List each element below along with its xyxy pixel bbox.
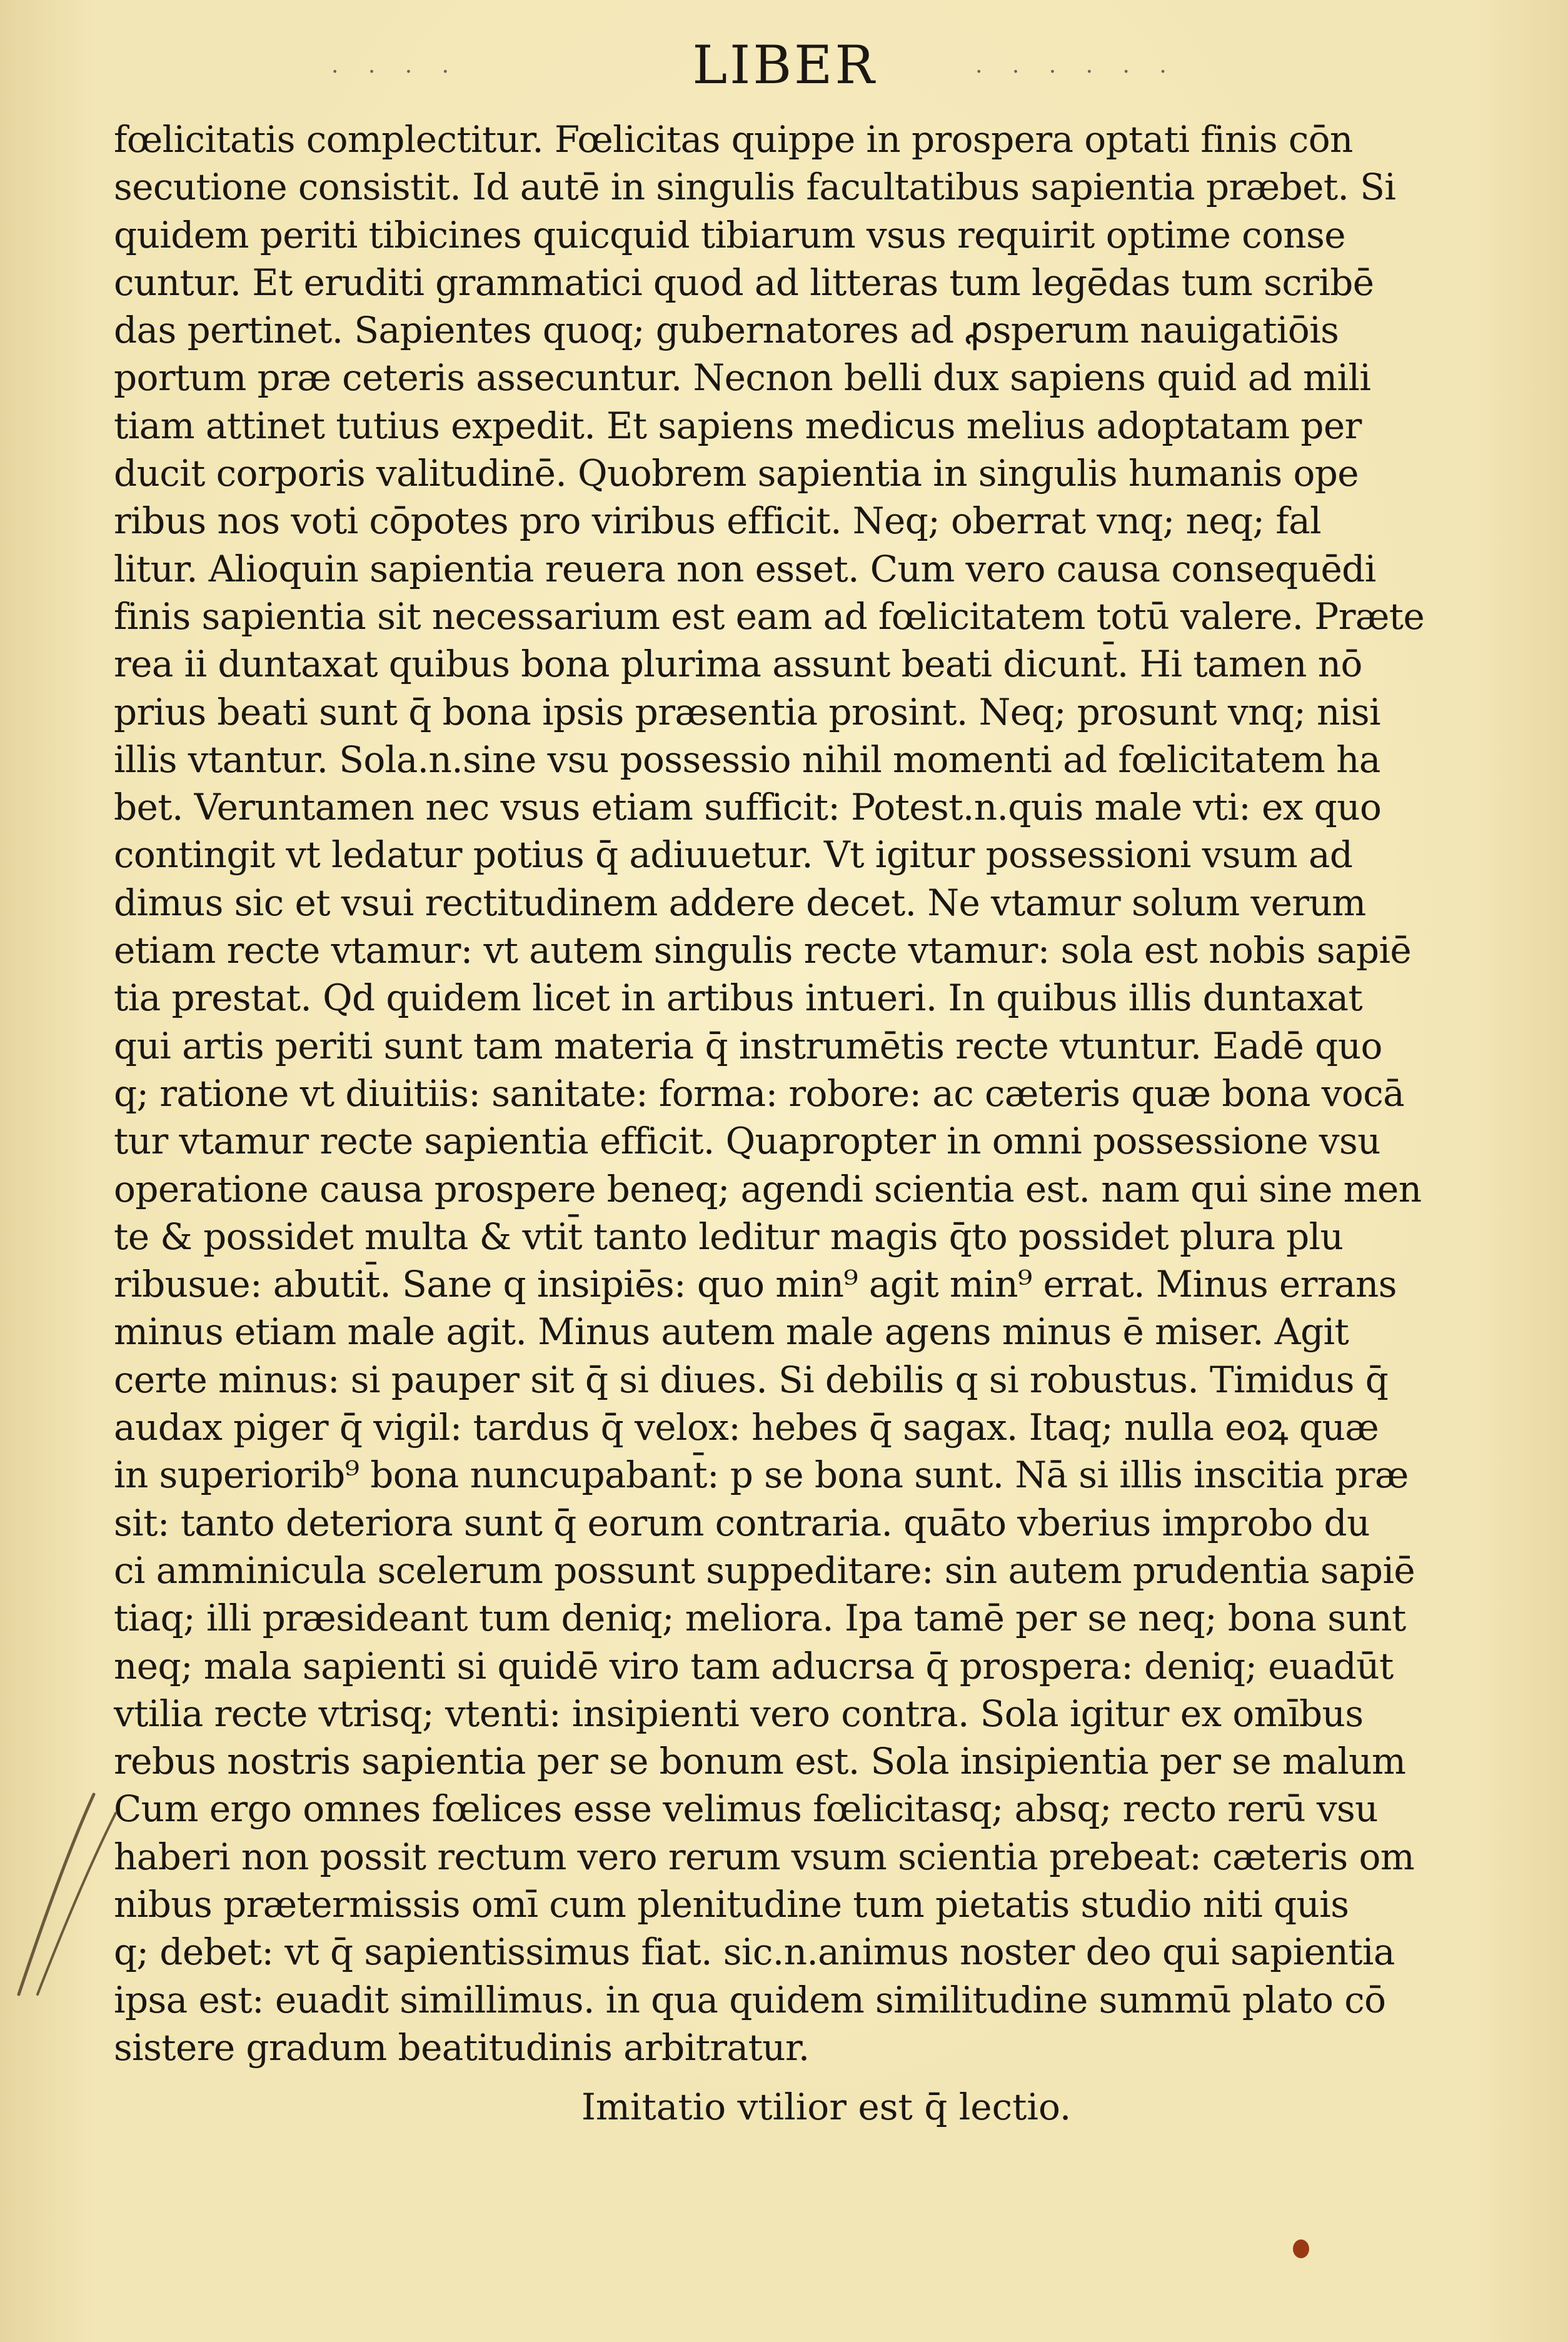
- text-line: q; debet: vt q̄ sapientissimus fiat. sic.n.animus noster deo qui sapientia: [114, 1931, 1395, 1974]
- text-line: secutione consistit. Id autē in singulis facultatibus sapientia præbet. Si: [114, 166, 1396, 209]
- text-line: Cum ergo omnes fœlices esse velimus fœlicitasq; absq; recto rerū vsu: [114, 1787, 1378, 1831]
- text-line: te & possidet multa & vtit̄ tanto leditur magis q̄to possidet plura plu: [114, 1215, 1344, 1258]
- text-line: etiam recte vtamur: vt autem singulis recte vtamur: sola est nobis sapiē: [114, 929, 1412, 972]
- text-line: ribus nos voti cōpotes pro viribus efficit. Neq; oberrat vnq; neq; fal: [114, 500, 1322, 543]
- text-line: das pertinet. Sapientes quoq; gubernatores ad ꝓsperum nauigatiōis: [114, 309, 1339, 352]
- text-line: cuntur. Et eruditi grammatici quod ad litteras tum legēdas tum scribē: [114, 261, 1374, 304]
- text-line: neq; mala sapienti si quidē viro tam aducrsa q̄ prospera: deniq; euadūt: [114, 1644, 1394, 1687]
- header-ornament-right: · · · · · ·: [975, 59, 1178, 85]
- text-line: finis sapientia sit necessarium est eam ad fœlicitatem totū valere. Præte: [114, 595, 1425, 638]
- text-line: tiaq; illi præsideant tum deniq; meliora. Ipa tamē per se neq; bona sunt: [114, 1597, 1406, 1640]
- text-line: prius beati sunt q̄ bona ipsis præsentia prosint. Neq; prosunt vnq; nisi: [114, 690, 1381, 733]
- text-line: contingit vt ledatur potius q̄ adiuuetur. Vt igitur possessioni vsum ad: [114, 833, 1353, 877]
- page-header: LIBER: [692, 34, 877, 96]
- text-line: litur. Alioquin sapientia reuera non esset. Cum vero causa consequēdi: [114, 547, 1376, 590]
- text-line: ci amminicula scelerum possunt suppeditare: sin autem prudentia sapiē: [114, 1549, 1415, 1592]
- text-line: quidem periti tibicines quicquid tibiarum vsus requirit optime conse: [114, 213, 1346, 256]
- text-line: tur vtamur recte sapientia efficit. Quapropter in omni possessione vsu: [114, 1120, 1380, 1163]
- text-line: certe minus: si pauper sit q̄ si diues. Si debilis q si robustus. Timidus q̄: [114, 1358, 1389, 1401]
- text-line: rebus nostris sapientia per se bonum est. Sola insipientia per se malum: [114, 1740, 1406, 1783]
- text-line: tiam attinet tutius expedit. Et sapiens medicus melius adoptatam per: [114, 404, 1362, 447]
- text-line: q; ratione vt diuitiis: sanitate: forma: robore: ac cæteris quæ bona vocā: [114, 1072, 1405, 1115]
- text-line: tia prestat. Qd quidem licet in artibus intueri. In quibus illis duntaxat: [114, 977, 1363, 1020]
- text-line: rea ii duntaxat quibus bona plurima assunt beati dicunt̄. Hi tamen nō: [114, 643, 1362, 686]
- margin-pen-mark: [0, 1788, 125, 2001]
- text-line: nibus prætermissis omī cum plenitudine tum pietatis studio niti quis: [114, 1882, 1349, 1926]
- text-line: bet. Veruntamen nec vsus etiam sufficit: Potest.n.quis male vti: ex quo: [114, 786, 1382, 829]
- ink-stain: [1293, 2239, 1309, 2258]
- text-line: dimus sic et vsui rectitudinem addere decet. Ne vtamur solum verum: [114, 881, 1366, 924]
- text-line: qui artis periti sunt tam materia q̄ instrumētis recte vtuntur. Eadē quo: [114, 1024, 1382, 1067]
- colophon: Imitatio vtilior est q̄ lectio.: [581, 2086, 1072, 2128]
- header-ornament-left: · · · ·: [331, 59, 461, 85]
- text-line: haberi non possit rectum vero rerum vsum scientia prebeat: cæteris om: [114, 1835, 1415, 1878]
- text-line: in superiorib⁹ bona nuncupabant̄: p se bona sunt. Nā si illis inscitia præ: [114, 1454, 1409, 1497]
- text-line: ribusue: abutit̄. Sane q insipiēs: quo min⁹ agit min⁹ errat. Minus errans: [114, 1263, 1397, 1306]
- text-line: illis vtantur. Sola.n.sine vsu possessio nihil momenti ad fœlicitatem ha: [114, 738, 1380, 781]
- text-line: portum præ ceteris assecuntur. Necnon belli dux sapiens quid ad mili: [114, 356, 1371, 400]
- text-line: audax piger q̄ vigil: tardus q̄ velox: hebes q̄ sagax. Itaq; nulla eoꝝ quæ: [114, 1406, 1379, 1449]
- text-line: ipsa est: euadit simillimus. in qua quidem similitudine summū plato cō: [114, 1978, 1386, 2021]
- text-line: sit: tanto deteriora sunt q̄ eorum contraria. quāto vberius improbo du: [114, 1501, 1370, 1544]
- text-line: fœlicitatis complectitur. Fœlicitas quippe in prospera optati finis cōn: [114, 118, 1353, 161]
- text-line: sistere gradum beatitudinis arbitratur.: [114, 2026, 810, 2069]
- body-text: [114, 116, 1445, 2071]
- text-line: operatione causa prospere beneq; agendi scientia est. nam qui sine men: [114, 1167, 1422, 1210]
- text-line: vtilia recte vtrisq; vtenti: insipienti vero contra. Sola igitur ex omībus: [114, 1692, 1364, 1735]
- text-line: ducit corporis valitudinē. Quobrem sapientia in singulis humanis ope: [114, 452, 1359, 495]
- text-line: minus etiam male agit. Minus autem male agens minus ē miser. Agit: [114, 1310, 1349, 1354]
